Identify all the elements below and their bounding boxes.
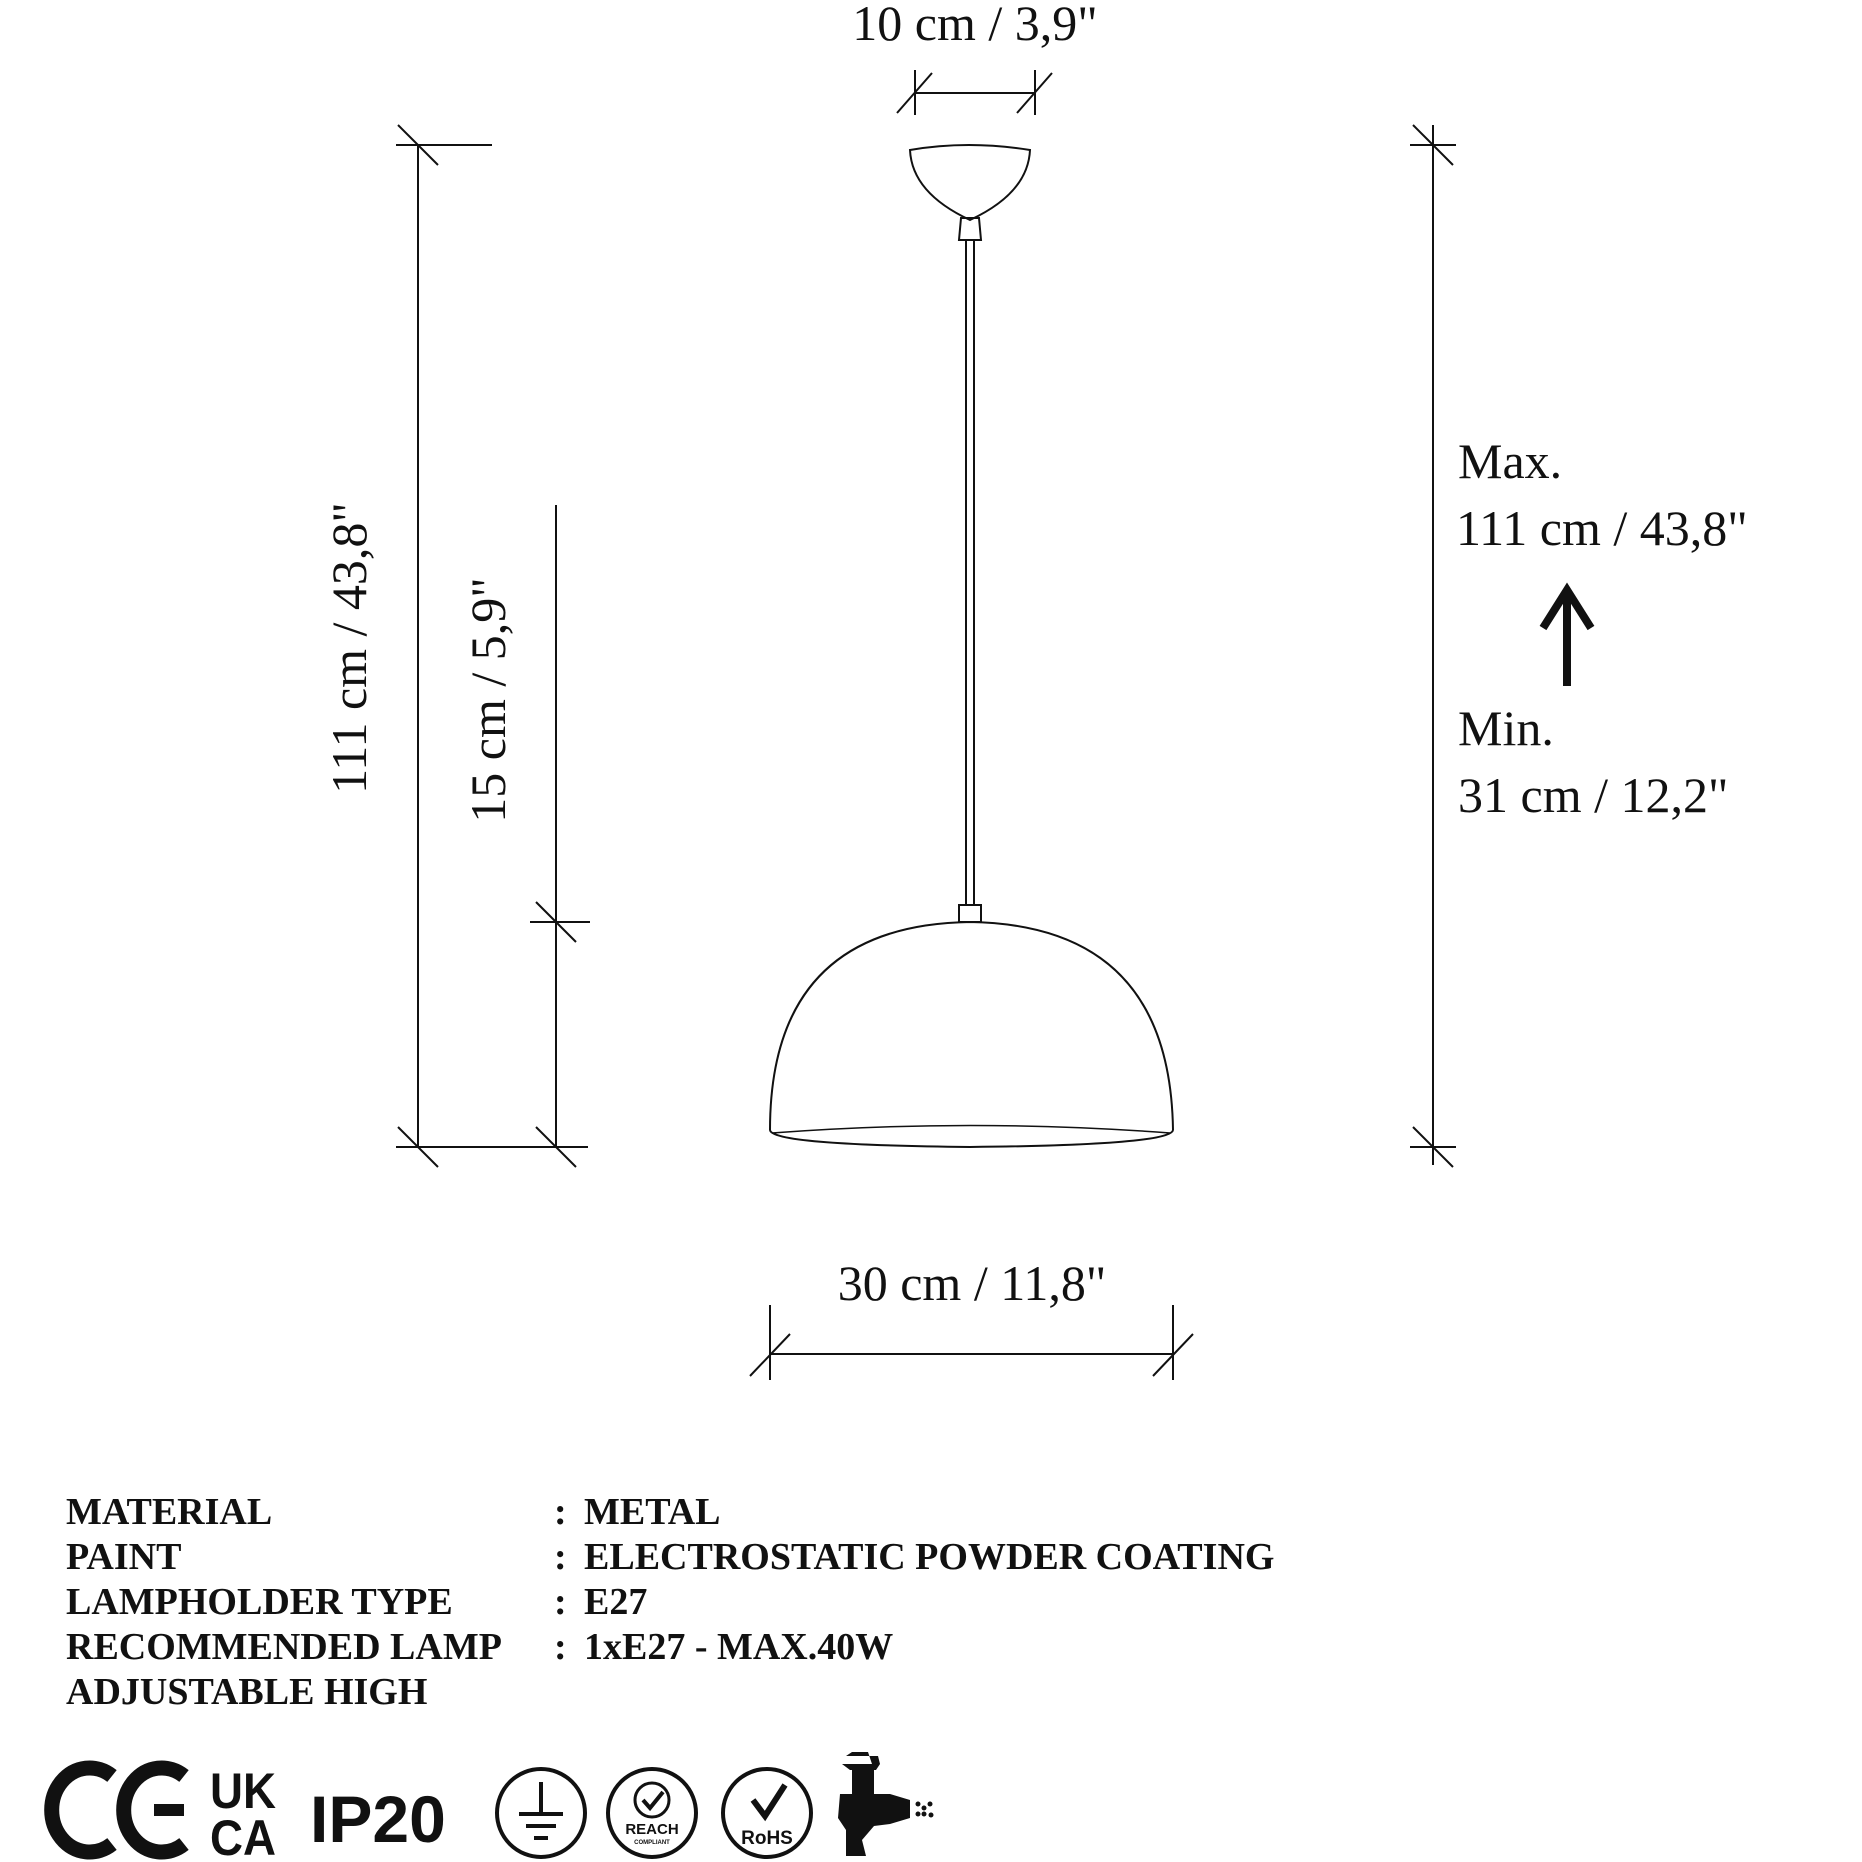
spec-colon: : bbox=[554, 1581, 567, 1623]
earth-ground-icon bbox=[497, 1769, 585, 1857]
svg-text:CA: CA bbox=[210, 1810, 276, 1862]
reach-sublabel: COMPLIANT bbox=[634, 1840, 670, 1846]
spec-label: LAMPHOLDER TYPE bbox=[66, 1581, 453, 1623]
spec-label: ADJUSTABLE HIGH bbox=[66, 1671, 428, 1713]
spec-value: ELECTROSTATIC POWDER COATING bbox=[584, 1536, 1275, 1578]
max-label: Max. bbox=[1458, 433, 1563, 489]
min-value: 31 cm / 12,2" bbox=[1458, 767, 1729, 823]
total-height-label: 111 cm / 43,8" bbox=[321, 502, 377, 794]
spec-colon: : bbox=[554, 1491, 567, 1533]
spec-colon: : bbox=[554, 1626, 567, 1668]
shade-height-label: 15 cm / 5,9" bbox=[460, 577, 516, 823]
max-value: 111 cm / 43,8" bbox=[1456, 500, 1748, 556]
min-label: Min. bbox=[1458, 700, 1554, 756]
ip-rating-mark: IP20 bbox=[310, 1782, 446, 1856]
ce-mark-icon bbox=[0, 0, 184, 1852]
spec-label: PAINT bbox=[66, 1536, 182, 1578]
rohs-check-icon bbox=[723, 1769, 811, 1857]
spec-value: 1xE27 - MAX.40W bbox=[584, 1626, 894, 1668]
svg-text:CE: CE bbox=[0, 0, 2, 1]
spec-label: RECOMMENDED LAMP bbox=[66, 1626, 502, 1668]
spec-value: METAL bbox=[584, 1491, 721, 1533]
canopy-width-label: 10 cm / 3,9" bbox=[852, 0, 1098, 51]
ukca-mark-icon bbox=[210, 1763, 276, 1862]
spray-gun-icon bbox=[838, 1752, 934, 1856]
rohs-label: RoHS bbox=[741, 1828, 793, 1849]
reach-label: REACH bbox=[625, 1821, 679, 1838]
spec-value: E27 bbox=[584, 1581, 648, 1623]
shade-width-label: 30 cm / 11,8" bbox=[837, 1255, 1107, 1311]
svg-text:UK: UK bbox=[210, 1763, 276, 1819]
reach-check-icon bbox=[608, 1769, 696, 1857]
spec-colon: : bbox=[554, 1536, 567, 1578]
spec-label: MATERIAL bbox=[66, 1491, 273, 1533]
